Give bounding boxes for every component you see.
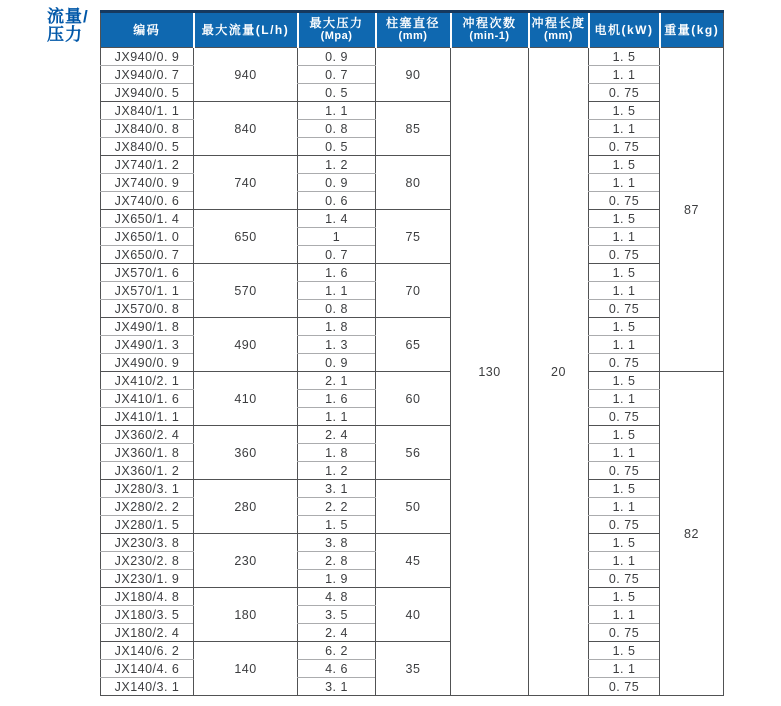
cell-max-pressure: 1. 5 [298, 516, 376, 534]
table-row [101, 210, 724, 228]
cell-motor: 0. 75 [589, 300, 660, 318]
table-row [101, 480, 724, 498]
cell-motor: 1. 5 [589, 102, 660, 120]
cell-max-pressure: 1. 8 [298, 444, 376, 462]
cell-max-pressure: 0. 9 [298, 174, 376, 192]
cell-motor: 0. 75 [589, 462, 660, 480]
header-stroke-count-label: 冲程次数 [462, 16, 517, 30]
cell-motor: 1. 5 [589, 372, 660, 390]
cell-plunger-diameter: 60 [376, 372, 451, 426]
cell-max-pressure: 0. 8 [298, 300, 376, 318]
page-title-line1: 流量/ [47, 7, 89, 26]
cell-max-pressure: 1. 1 [298, 282, 376, 300]
header-max-pressure-sub: (Mpa) [320, 30, 353, 42]
cell-max-pressure: 6. 2 [298, 642, 376, 660]
cell-max-pressure: 2. 8 [298, 552, 376, 570]
cell-max-flow: 650 [194, 210, 298, 264]
cell-max-pressure: 3. 1 [298, 480, 376, 498]
cell-max-pressure: 1. 1 [298, 102, 376, 120]
cell-plunger-diameter: 80 [376, 156, 451, 210]
cell-motor: 1. 1 [589, 282, 660, 300]
header-stroke-length-sub: (mm) [544, 30, 573, 42]
cell-motor: 1. 5 [589, 264, 660, 282]
cell-motor: 1. 1 [589, 606, 660, 624]
cell-code: JX840/0. 5 [101, 138, 194, 156]
header-max-flow-label: 最大流量(L/h) [201, 22, 290, 37]
cell-max-pressure: 1. 4 [298, 210, 376, 228]
cell-max-flow: 940 [194, 48, 298, 102]
cell-motor: 0. 75 [589, 246, 660, 264]
cell-code: JX490/1. 3 [101, 336, 194, 354]
cell-max-pressure: 1. 8 [298, 318, 376, 336]
header-stroke-length-label: 冲程长度 [531, 16, 586, 30]
cell-max-flow: 840 [194, 102, 298, 156]
cell-plunger-diameter: 85 [376, 102, 451, 156]
cell-code: JX410/1. 1 [101, 408, 194, 426]
header-code [101, 12, 194, 48]
pump-spec-table [100, 10, 724, 696]
cell-max-flow: 360 [194, 426, 298, 480]
cell-motor: 1. 5 [589, 156, 660, 174]
cell-code: JX740/0. 9 [101, 174, 194, 192]
table-row [101, 372, 724, 390]
cell-code: JX650/1. 0 [101, 228, 194, 246]
cell-motor: 1. 1 [589, 660, 660, 678]
cell-plunger-diameter: 56 [376, 426, 451, 480]
cell-max-pressure: 0. 5 [298, 84, 376, 102]
cell-motor: 1. 5 [589, 426, 660, 444]
cell-stroke-length: 20 [529, 48, 589, 696]
cell-max-pressure: 1. 6 [298, 390, 376, 408]
cell-max-flow: 230 [194, 534, 298, 588]
cell-code: JX230/3. 8 [101, 534, 194, 552]
header-plunger-diameter-label: 柱塞直径 [385, 16, 440, 30]
cell-code: JX280/2. 2 [101, 498, 194, 516]
cell-max-pressure: 0. 5 [298, 138, 376, 156]
page-title-line2: 压力 [47, 25, 83, 44]
cell-code: JX650/1. 4 [101, 210, 194, 228]
cell-max-flow: 180 [194, 588, 298, 642]
cell-max-pressure: 3. 1 [298, 678, 376, 696]
cell-code: JX650/0. 7 [101, 246, 194, 264]
cell-code: JX740/1. 2 [101, 156, 194, 174]
cell-code: JX840/0. 8 [101, 120, 194, 138]
cell-motor: 1. 1 [589, 174, 660, 192]
cell-max-pressure: 2. 1 [298, 372, 376, 390]
cell-code: JX280/1. 5 [101, 516, 194, 534]
table-row [101, 48, 724, 66]
cell-max-pressure: 1. 3 [298, 336, 376, 354]
cell-max-flow: 570 [194, 264, 298, 318]
cell-code: JX140/6. 2 [101, 642, 194, 660]
cell-max-pressure: 2. 4 [298, 624, 376, 642]
cell-plunger-diameter: 45 [376, 534, 451, 588]
cell-motor: 1. 1 [589, 498, 660, 516]
cell-max-flow: 410 [194, 372, 298, 426]
cell-motor: 1. 5 [589, 480, 660, 498]
cell-max-pressure: 1. 1 [298, 408, 376, 426]
cell-code: JX490/0. 9 [101, 354, 194, 372]
cell-max-pressure: 0. 7 [298, 246, 376, 264]
cell-code: JX740/0. 6 [101, 192, 194, 210]
cell-motor: 1. 1 [589, 120, 660, 138]
header-max-pressure-label: 最大压力 [309, 16, 364, 30]
cell-max-pressure: 2. 4 [298, 426, 376, 444]
cell-code: JX940/0. 5 [101, 84, 194, 102]
cell-code: JX410/1. 6 [101, 390, 194, 408]
cell-code: JX140/3. 1 [101, 678, 194, 696]
cell-code: JX180/3. 5 [101, 606, 194, 624]
header-motor-label: 电机(kW) [594, 22, 654, 37]
table-row [101, 156, 724, 174]
header-stroke-length [529, 12, 589, 48]
cell-plunger-diameter: 35 [376, 642, 451, 696]
cell-motor: 1. 1 [589, 444, 660, 462]
cell-code: JX360/2. 4 [101, 426, 194, 444]
cell-motor: 1. 5 [589, 642, 660, 660]
header-weight [660, 12, 724, 48]
table-row [101, 588, 724, 606]
cell-motor: 1. 5 [589, 48, 660, 66]
cell-motor: 0. 75 [589, 570, 660, 588]
cell-max-flow: 740 [194, 156, 298, 210]
header-weight-label: 重量(kg) [664, 22, 720, 37]
cell-motor: 0. 75 [589, 516, 660, 534]
cell-code: JX230/1. 9 [101, 570, 194, 588]
header-plunger-diameter-sub: (mm) [398, 30, 428, 42]
cell-max-pressure: 1. 2 [298, 462, 376, 480]
cell-motor: 1. 1 [589, 552, 660, 570]
table-row [101, 534, 724, 552]
header-stroke-count [451, 12, 529, 48]
cell-code: JX140/4. 6 [101, 660, 194, 678]
cell-code: JX410/2. 1 [101, 372, 194, 390]
header-stroke-count-sub: (min-1) [469, 30, 510, 42]
cell-motor: 0. 75 [589, 192, 660, 210]
cell-max-pressure: 3. 5 [298, 606, 376, 624]
header-motor [589, 12, 660, 48]
cell-max-pressure: 0. 9 [298, 354, 376, 372]
table-row [101, 426, 724, 444]
cell-max-pressure: 1 [298, 228, 376, 246]
table-row [101, 318, 724, 336]
cell-code: JX940/0. 7 [101, 66, 194, 84]
page-title [47, 8, 89, 44]
cell-code: JX570/1. 6 [101, 264, 194, 282]
cell-code: JX490/1. 8 [101, 318, 194, 336]
cell-plunger-diameter: 90 [376, 48, 451, 102]
table-row [101, 102, 724, 120]
cell-code: JX570/1. 1 [101, 282, 194, 300]
cell-code: JX840/1. 1 [101, 102, 194, 120]
cell-max-pressure: 0. 7 [298, 66, 376, 84]
cell-plunger-diameter: 75 [376, 210, 451, 264]
cell-motor: 0. 75 [589, 678, 660, 696]
cell-motor: 0. 75 [589, 408, 660, 426]
cell-max-pressure: 0. 6 [298, 192, 376, 210]
cell-motor: 1. 1 [589, 228, 660, 246]
table-row [101, 264, 724, 282]
cell-plunger-diameter: 50 [376, 480, 451, 534]
cell-plunger-diameter: 70 [376, 264, 451, 318]
cell-max-flow: 280 [194, 480, 298, 534]
cell-motor: 0. 75 [589, 138, 660, 156]
cell-motor: 1. 1 [589, 66, 660, 84]
cell-weight: 82 [660, 372, 724, 696]
cell-code: JX360/1. 8 [101, 444, 194, 462]
cell-max-pressure: 1. 6 [298, 264, 376, 282]
cell-motor: 1. 5 [589, 534, 660, 552]
cell-code: JX280/3. 1 [101, 480, 194, 498]
header-max-pressure [298, 12, 376, 48]
header-plunger-diameter [376, 12, 451, 48]
cell-motor: 1. 5 [589, 588, 660, 606]
cell-max-pressure: 2. 2 [298, 498, 376, 516]
cell-code: JX360/1. 2 [101, 462, 194, 480]
cell-max-flow: 140 [194, 642, 298, 696]
cell-max-pressure: 1. 2 [298, 156, 376, 174]
cell-code: JX570/0. 8 [101, 300, 194, 318]
cell-motor: 0. 75 [589, 624, 660, 642]
cell-code: JX180/4. 8 [101, 588, 194, 606]
header-code-label: 编码 [133, 22, 161, 37]
header-max-flow [194, 12, 298, 48]
cell-motor: 1. 1 [589, 390, 660, 408]
cell-motor: 1. 5 [589, 318, 660, 336]
cell-plunger-diameter: 40 [376, 588, 451, 642]
cell-max-flow: 490 [194, 318, 298, 372]
cell-stroke-count: 130 [451, 48, 529, 696]
cell-motor: 1. 5 [589, 210, 660, 228]
cell-max-pressure: 4. 6 [298, 660, 376, 678]
cell-motor: 0. 75 [589, 354, 660, 372]
cell-motor: 1. 1 [589, 336, 660, 354]
cell-weight: 87 [660, 48, 724, 372]
cell-max-pressure: 4. 8 [298, 588, 376, 606]
table-row [101, 642, 724, 660]
cell-max-pressure: 0. 8 [298, 120, 376, 138]
cell-code: JX180/2. 4 [101, 624, 194, 642]
cell-code: JX940/0. 9 [101, 48, 194, 66]
cell-code: JX230/2. 8 [101, 552, 194, 570]
cell-max-pressure: 3. 8 [298, 534, 376, 552]
header-row [101, 12, 724, 48]
cell-motor: 0. 75 [589, 84, 660, 102]
cell-max-pressure: 1. 9 [298, 570, 376, 588]
cell-plunger-diameter: 65 [376, 318, 451, 372]
cell-max-pressure: 0. 9 [298, 48, 376, 66]
